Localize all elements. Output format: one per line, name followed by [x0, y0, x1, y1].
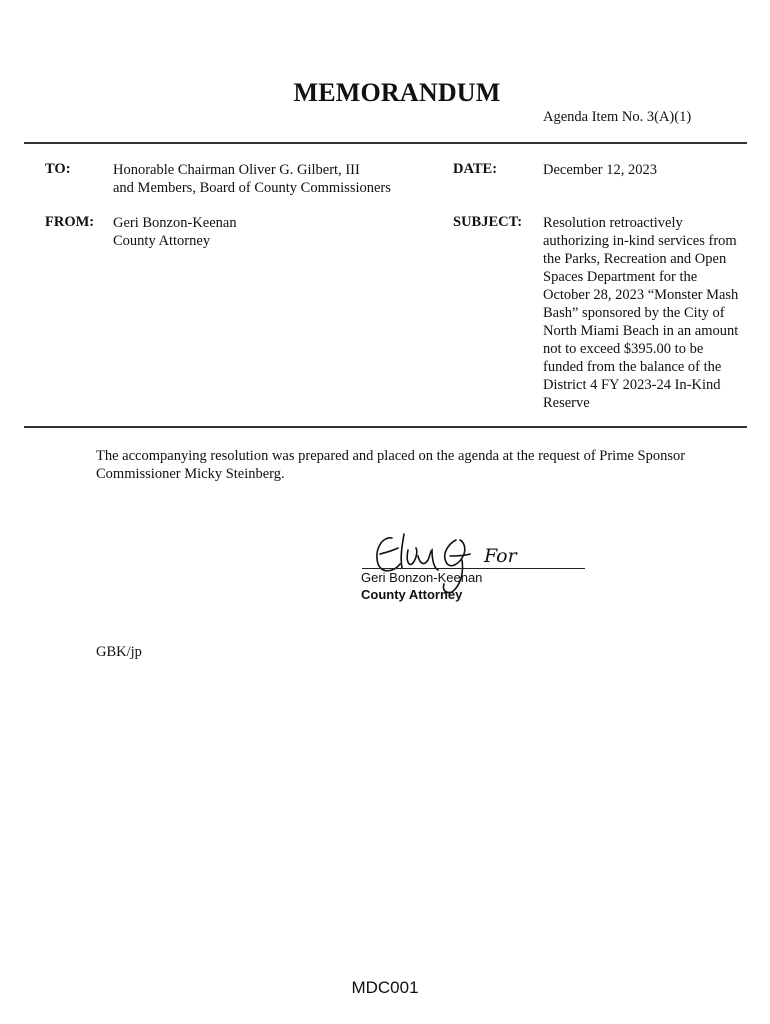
subject-line: Spaces Department for the	[543, 269, 698, 285]
subject-line: District 4 FY 2023-24 In-Kind	[543, 377, 721, 393]
signature-for-mark: For	[484, 545, 517, 567]
from-line-1: Geri Bonzon-Keenan	[113, 215, 237, 231]
from-label: FROM:	[45, 214, 95, 230]
subject-line: Resolution retroactively	[543, 215, 683, 231]
signer-title: County Attorney	[361, 587, 463, 602]
footer-code: MDC001	[351, 978, 419, 997]
date-value: December 12, 2023	[543, 162, 657, 178]
body-paragraph	[96, 447, 716, 483]
subject-line: funded from the balance of the	[543, 359, 722, 375]
subject-line: the Parks, Recreation and Open	[543, 251, 727, 267]
from-line-2: County Attorney	[113, 233, 211, 249]
agenda-item-number: Agenda Item No. 3(A)(1)	[543, 109, 692, 125]
subject-text	[543, 214, 753, 412]
bottom-divider	[24, 426, 747, 428]
memo-title: MEMORANDUM	[293, 78, 501, 107]
to-line-1: Honorable Chairman Oliver G. Gilbert, III	[113, 162, 360, 178]
subject-line: authorizing in-kind services from	[543, 233, 737, 249]
to-line-2: and Members, Board of County Commissioners	[113, 180, 391, 196]
subject-line: North Miami Beach in an amount	[543, 323, 739, 339]
subject-line: Reserve	[543, 395, 590, 411]
subject-line: October 28, 2023 “Monster Mash	[543, 287, 739, 303]
signer-name: Geri Bonzon-Keenan	[361, 570, 483, 585]
subject-line: not to exceed $395.00 to be	[543, 341, 704, 357]
initials: GBK/jp	[96, 644, 142, 660]
body-line-1: The accompanying resolution was prepared and placed on the agenda at the request of Prime Sponsor	[96, 448, 686, 464]
date-label: DATE:	[453, 161, 498, 177]
to-recipient	[113, 161, 391, 197]
top-divider	[24, 142, 747, 144]
subject-line: Bash” sponsored by the City of	[543, 305, 725, 321]
from-sender	[113, 214, 237, 250]
signature-line	[362, 568, 585, 569]
to-label: TO:	[45, 161, 71, 177]
body-line-2: Commissioner Micky Steinberg.	[96, 466, 285, 482]
subject-label: SUBJECT:	[453, 214, 523, 230]
